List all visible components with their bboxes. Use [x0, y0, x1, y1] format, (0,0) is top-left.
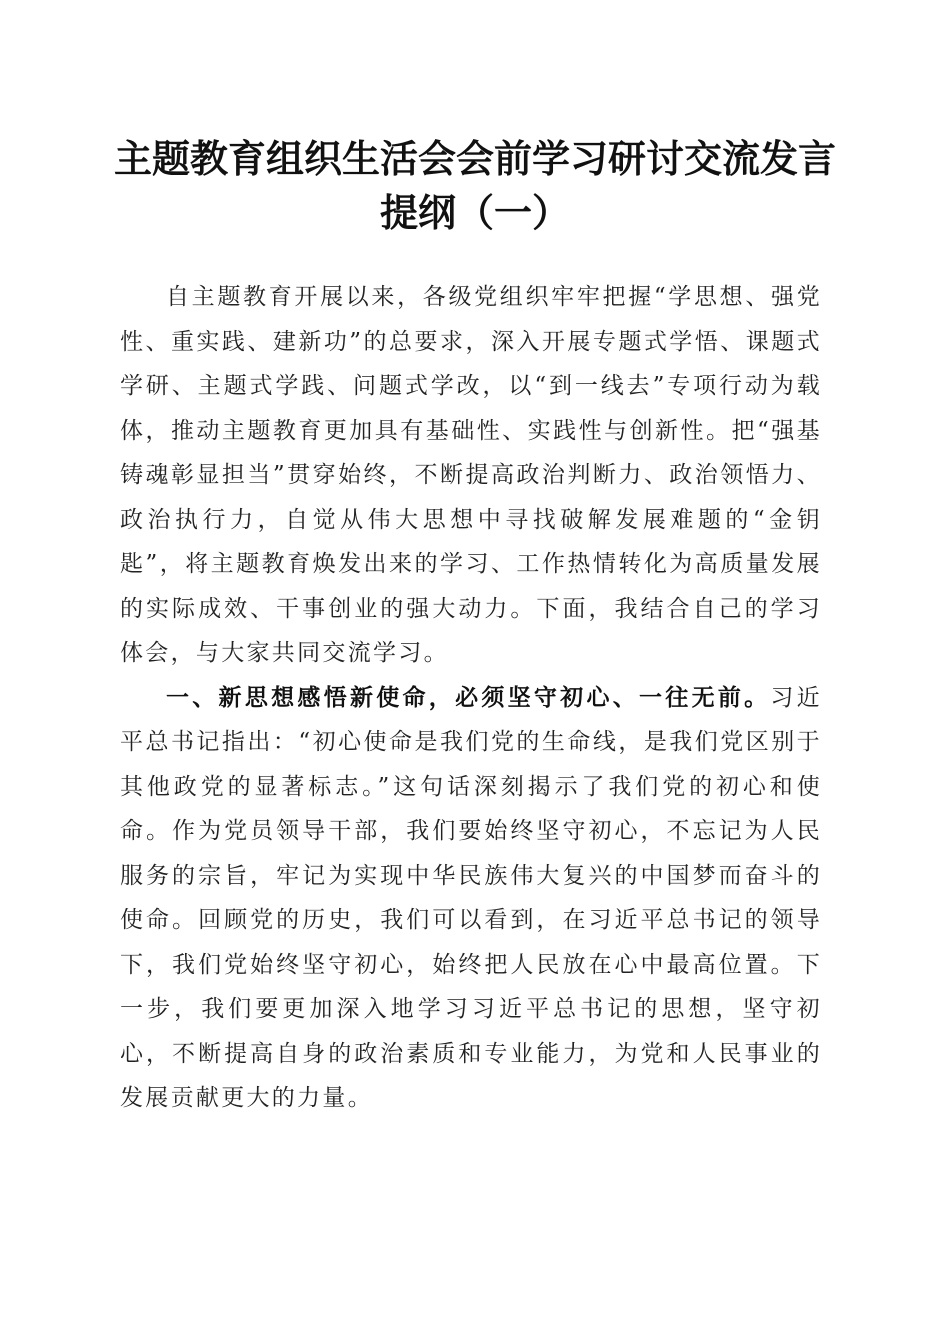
- document-body: [120, 275, 822, 1121]
- section-one-paragraph: [120, 676, 822, 1121]
- intro-paragraph-text: 自主题教育开展以来，各级党组织牢牢把握“学思想、强党性、重实践、建新功”的总要求，深入开展专题式学悟、课题式学研、主题式学践、问题式学改，以“到一线去”专项行动为载体，推动主题教育更加具有基础性、实践性与创新性。把“强基铸魂彰显担当”贯穿始终，不断提高政治判断力、政治领悟力、政治执行力，自觉从伟大思想中寻找破解发展难题的“金钥匙”，将主题教育焕发出来的学习、工作热情转化为高质量发展的实际成效、干事创业的强大动力。下面，我结合自己的学习体会，与大家共同交流学习。: [120, 284, 822, 666]
- document-title: 主题教育组织生活会会前学习研讨交流发言提纲（一）: [113, 136, 836, 235]
- section-one-text: 习近平总书记指出：“初心使命是我们党的生命线，是我们党区别于其他政党的显著标志。”这句话深刻揭示了我们党的初心和使命。作为党员领导干部，我们要始终坚守初心，不忘记为人民服务的宗旨，牢记为实现中华民族伟大复兴的中国梦而奋斗的使命。回顾党的历史，我们可以看到，在习近平总书记的领导下，我们党始终坚守初心，始终把人民放在心中最高位置。下一步，我们要更加深入地学习习近平总书记的思想，坚守初心，不断提高自身的政治素质和专业能力，为党和人民事业的发展贡献更大的力量。: [120, 684, 822, 1111]
- section-one-heading: 一、新思想感悟新使命，必须坚守初心、一往无前。: [166, 684, 771, 711]
- intro-paragraph: [120, 275, 822, 676]
